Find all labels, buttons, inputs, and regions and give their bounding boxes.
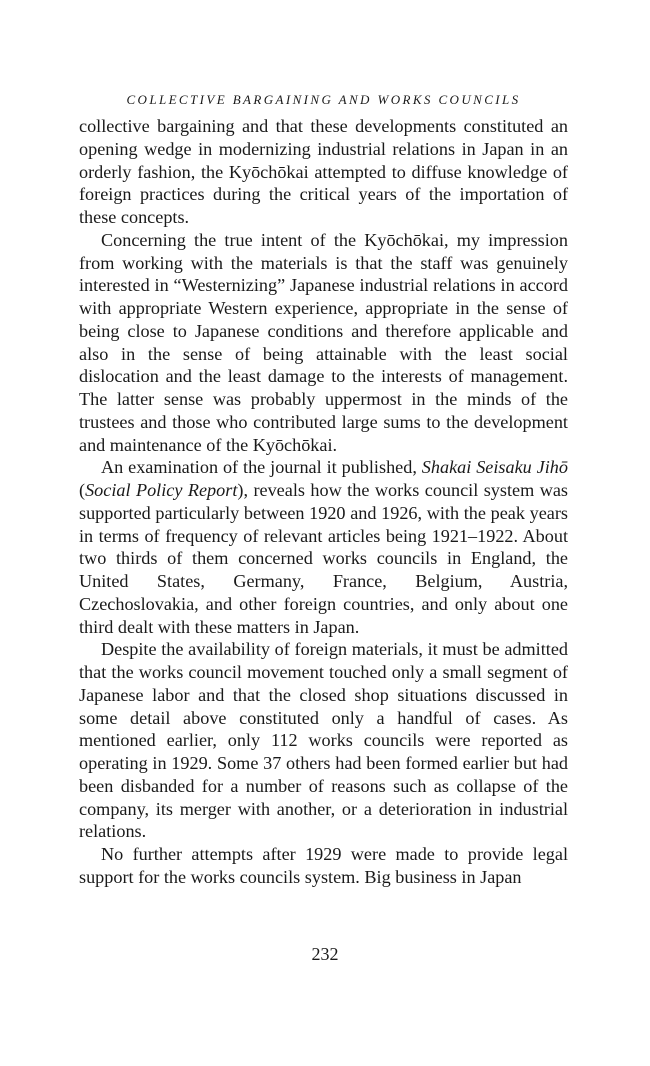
running-head: COLLECTIVE BARGAINING AND WORKS COUNCILS	[126, 92, 521, 107]
paragraph-3-rest: ), reveals how the works council system was supported particularly between 1920 and 1926, with the peak years in terms of frequency of relevant articles being 1921–1922. About two thirds of them concerned works councils in England, the United States, Germany, France, Belgium, Austria, Czechoslovakia, and other foreign countries, and only about one third dealt with these matters in Japan.	[79, 480, 568, 637]
journal-translation: Social Policy Report	[85, 480, 238, 500]
page-number: 232	[311, 944, 339, 964]
paragraph-5: No further attempts after 1929 were made to provide legal support for the works councils system. Big business in Japan	[79, 844, 568, 887]
paragraph-4: Despite the availability of foreign materials, it must be admitted that the works council movement touched only a small segment of Japanese labor and that the closed shop situations discussed in some detail above constituted only a handful of cases. As mentioned earlier, only 112 works councils were reported as operating in 1929. Some 37 others had been formed earlier but had been disbanded for a number of reasons such as collapse of the company, its merger with another, or a deterioration in industrial relations.	[79, 639, 568, 842]
paragraph-1: collective bargaining and that these developments constituted an opening wedge in modernizing industrial relations in Japan in an orderly fashion, the Kyōchōkai attempted to diffuse knowledge of foreign practices during the critical years of the importation of these concepts.	[79, 116, 568, 227]
paragraph-3-paren-open: (	[79, 480, 86, 500]
body-text	[79, 115, 568, 889]
paragraph-2: Concerning the true intent of the Kyōchōkai, my impression from working with the materials is that the staff was genuinely interested in “Westernizing” Japanese industrial relations in accord with appropriate Western experience, appropriate in the sense of being close to Japanese conditions and therefore applicable and also in the sense of being attainable with the least social dislocation and the least damage to the interests of management. The latter sense was probably uppermost in the minds of the trustees and those who contributed large sums to the development and maintenance of the Kyōchōkai.	[79, 229, 568, 455]
journal-title: Shakai Seisaku Jihō	[421, 457, 568, 478]
page-content	[79, 92, 568, 889]
paragraph-3	[79, 456, 568, 638]
paragraph-3-intro: An examination of the journal it published,	[101, 457, 422, 478]
